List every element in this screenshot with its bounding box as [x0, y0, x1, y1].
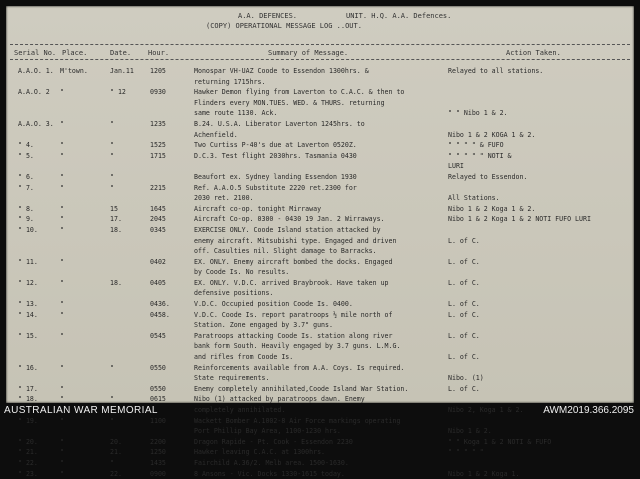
place-cell: " — [60, 141, 64, 150]
serial-cell: " 5. — [18, 151, 34, 160]
table-row — [6, 278, 634, 289]
hour-cell: 0900 — [150, 469, 166, 478]
summary-cell: State requirements. — [194, 374, 270, 383]
place-cell: " — [60, 119, 64, 128]
action-cell: " " " " " NOTI & — [448, 151, 512, 160]
place-cell: " — [60, 257, 64, 266]
summary-cell: V.D.C. Occupied position Coode Is. 0400. — [194, 300, 353, 309]
action-cell: Nibo 1 & 2. — [448, 427, 492, 436]
place-cell: " — [60, 300, 64, 309]
place-cell: " — [60, 469, 64, 478]
serial-cell: " 22. — [18, 458, 38, 467]
table-row — [6, 458, 634, 469]
place-cell: " — [60, 183, 64, 192]
summary-cell: Beaufort ex. Sydney landing Essendon 1930 — [194, 172, 357, 181]
table-row — [6, 87, 634, 98]
serial-cell: " 20. — [18, 437, 38, 446]
table-row — [6, 437, 634, 448]
col-summary: Summary of Message. — [268, 49, 349, 57]
place-cell: " — [60, 458, 64, 467]
summary-cell: V.D.C. Coode Is. report paratroops ½ mile north of — [194, 310, 393, 319]
date-cell: " 12 — [110, 88, 126, 97]
date-cell: " — [110, 172, 114, 181]
summary-cell: Ref. A.A.O.5 Substitute 2220 ret.2300 for — [194, 183, 357, 192]
summary-cell: same route 1130. Ack. — [194, 109, 278, 118]
hour-cell: 0405 — [150, 278, 166, 287]
hour-cell: 1250 — [150, 448, 166, 457]
serial-cell: A.A.O. 1. — [18, 67, 54, 75]
hour-cell: 1100 — [150, 416, 166, 425]
table-row — [6, 98, 634, 109]
hour-cell: 1435 — [150, 458, 166, 467]
summary-cell: Nibo (1) attacked by paratroops dawn. Enemy — [194, 395, 365, 404]
hour-cell: 0436. — [150, 300, 170, 309]
action-cell: Nibo 1 & 2 Koga 1. — [448, 469, 520, 478]
hour-cell: 2045 — [150, 215, 166, 224]
document-title: A.A. DEFENCES. — [238, 12, 298, 20]
summary-cell: Aircraft co-op. tonight Mirraway — [194, 204, 322, 213]
col-date: Date. — [110, 49, 132, 57]
summary-cell: enemy aircraft. Mitsubishi type. Engaged and driven — [194, 236, 397, 245]
action-cell: " " " " & FUFO — [448, 141, 504, 150]
serial-cell: " 13. — [18, 300, 38, 309]
table-row — [6, 204, 634, 215]
action-cell: Nibo 1 & 2 KOGA 1 & 2. — [448, 130, 536, 139]
summary-cell: B.24. U.S.A. Liberator Laverton 1245hrs. to — [194, 119, 365, 128]
serial-cell: A.A.O. 2 — [18, 88, 50, 97]
place-cell: " — [60, 278, 64, 287]
document-subtitle: (COPY) OPERATIONAL MESSAGE LOG ..OUT. — [206, 22, 362, 30]
table-row — [6, 108, 634, 119]
action-cell: Nibo 1 & 2 Koga 1 & 2 NOTI FUFO LURI — [448, 215, 591, 224]
hour-cell: 2200 — [150, 437, 166, 446]
action-cell: Nibo 1 & 2 Koga 1 & 2. — [448, 204, 536, 213]
place-cell: " — [60, 448, 64, 457]
action-cell: Nibo 2, Koga 1 & 2. — [448, 406, 524, 414]
place-cell: " — [60, 310, 64, 319]
place-cell: M'town. — [60, 67, 88, 75]
serial-cell: " 18. — [18, 395, 38, 404]
hour-cell: 0550 — [150, 363, 166, 372]
table-row — [6, 119, 634, 130]
table-row — [6, 310, 634, 321]
summary-cell: returning 1715hrs. — [194, 77, 266, 86]
summary-cell: by Coode Is. No results. — [194, 268, 290, 277]
col-action: Action Taken. — [506, 49, 561, 57]
table-row — [6, 352, 634, 363]
hour-cell: 1235 — [150, 119, 166, 128]
table-row — [6, 257, 634, 268]
serial-cell: " 8. — [18, 204, 34, 213]
summary-cell: completely annihilated. — [194, 406, 286, 414]
place-cell: " — [60, 384, 64, 393]
action-cell: Nibo. (1) — [448, 374, 484, 383]
action-cell: All Stations. — [448, 194, 500, 203]
action-cell: Relayed to Essendon. — [448, 172, 528, 181]
table-row — [6, 299, 634, 310]
hour-cell: 0345 — [150, 225, 166, 234]
summary-cell: Reinforcements available from A.A. Coys. Is required. — [194, 363, 405, 372]
date-cell: " — [110, 141, 114, 150]
serial-cell: " 23. — [18, 469, 38, 478]
action-cell: L. of C. — [448, 257, 480, 266]
table-row — [6, 384, 634, 395]
summary-cell: Fairchild A.36/2. Melb area. 1500-1630. — [194, 458, 349, 467]
place-cell: " — [60, 437, 64, 446]
footer-accession-id: AWM2019.366.2095 — [543, 405, 634, 416]
summary-cell: Hawker Demon flying from Laverton to C.A.C. & then to — [194, 88, 405, 97]
date-cell: 17. — [110, 215, 122, 224]
serial-cell: " 12. — [18, 278, 38, 287]
header-rule-top — [10, 44, 630, 45]
col-hour: Hour. — [148, 49, 170, 57]
summary-cell: Aircraft Co-op. 0300 - 0430 19 Jan. 2 Wirraways. — [194, 215, 385, 224]
summary-cell: Station. Zone engaged by 3.7" guns. — [194, 321, 333, 330]
summary-cell: Wackett Bomber A.1002-8 Air Force markings operating — [194, 416, 401, 425]
summary-cell: Achenfield. — [194, 130, 238, 139]
footer-credit: AUSTRALIAN WAR MEMORIAL — [4, 405, 158, 416]
summary-cell: 2030 ret. 2100. — [194, 194, 254, 203]
action-cell: " " " " " — [448, 448, 484, 457]
table-row — [6, 320, 634, 331]
action-cell: L. of C. — [448, 384, 480, 393]
serial-cell: " 16. — [18, 363, 38, 372]
hour-cell: 1645 — [150, 204, 166, 213]
footer-bar — [0, 403, 640, 418]
summary-cell: D.C.3. Test flight 2030hrs. Tasmania 0430 — [194, 151, 357, 160]
summary-cell: Two Curtiss P-40's due at Laverton 0520Z. — [194, 141, 357, 150]
place-cell: " — [60, 225, 64, 234]
hour-cell: 1525 — [150, 141, 166, 150]
hour-cell: 0402 — [150, 257, 166, 266]
col-place: Place. — [62, 49, 88, 57]
date-cell: " — [110, 151, 114, 160]
serial-cell: " 17. — [18, 384, 38, 393]
action-cell: L. of C. — [448, 353, 480, 362]
date-cell: 18. — [110, 278, 122, 287]
action-cell: " " Nibo 1 & 2. — [448, 109, 508, 118]
date-cell: 18. — [110, 225, 122, 234]
hour-cell: 0458. — [150, 310, 170, 319]
table-row — [6, 66, 634, 77]
date-cell: " — [110, 416, 114, 425]
table-row — [6, 236, 634, 247]
hour-cell: 0615 — [150, 395, 166, 404]
summary-cell: Flinders every MON.TUES. WED. & THURS. returning — [194, 98, 385, 107]
table-row — [6, 77, 634, 88]
table-row — [6, 267, 634, 278]
serial-cell: " 21. — [18, 448, 38, 457]
date-cell: 15 — [110, 204, 118, 213]
date-cell: " — [110, 458, 114, 467]
summary-cell: and rifles from Coode Is. — [194, 353, 294, 362]
action-cell: L. of C. — [448, 300, 480, 309]
header-rule-bottom — [10, 59, 630, 60]
summary-cell: bank form South. Heavily engaged by 3.7 guns. L.M.G. — [194, 342, 401, 351]
action-cell: L. of C. — [448, 278, 480, 287]
summary-cell: off. Casulties nil. Slight damage to Barracks. — [194, 247, 377, 256]
serial-cell: " 9. — [18, 215, 34, 224]
action-cell: LURI — [448, 162, 464, 171]
table-row — [6, 172, 634, 183]
summary-cell: EXERCISE ONLY. Coode Island station attacked by — [194, 225, 381, 234]
summary-cell: 8 Ansons - Vic. Docks 1330-1615 today. — [194, 469, 345, 478]
action-cell: " " Koga 1 & 2 NOTI & FUFO — [448, 437, 552, 446]
summary-cell: Hawker leaving C.A.C. at 1300hrs. — [194, 448, 326, 457]
hour-cell: 0930 — [150, 88, 166, 97]
summary-cell: Enemy completely annihilated,Coode Island War Station. — [194, 384, 409, 393]
table-row — [6, 469, 634, 479]
date-cell: 22. — [110, 469, 122, 478]
hour-cell: 1715 — [150, 151, 166, 160]
hour-cell: 0545 — [150, 331, 166, 340]
summary-cell: Dragon Rapide - Pt. Cook - Essendon 2230 — [194, 437, 353, 446]
unit-label: UNIT. H.Q. A.A. Defences. — [346, 12, 452, 20]
serial-cell: " 11. — [18, 257, 38, 266]
action-cell: Relayed to all stations. — [448, 67, 544, 75]
table-row — [6, 183, 634, 194]
summary-cell: EX. ONLY. Enemy aircraft bombed the docks. Engaged — [194, 257, 393, 266]
action-cell: L. of C. — [448, 310, 480, 319]
summary-cell: EX. ONLY. V.D.C. arrived Braybrook. Have taken up — [194, 278, 389, 287]
table-row — [6, 447, 634, 458]
table-row — [6, 140, 634, 151]
serial-cell: " 19. — [18, 416, 38, 425]
table-row — [6, 193, 634, 204]
summary-cell: Port Phillip Bay Area, 1100-1230 hrs. — [194, 427, 341, 436]
table-row — [6, 130, 634, 141]
serial-cell: " 15. — [18, 331, 38, 340]
date-cell: 21. — [110, 448, 122, 457]
date-cell: " — [110, 363, 114, 372]
table-row — [6, 426, 634, 437]
place-cell: " — [60, 395, 64, 404]
place-cell: " — [60, 151, 64, 160]
table-row — [6, 161, 634, 172]
action-cell: L. of C. — [448, 331, 480, 340]
place-cell: " — [60, 88, 64, 97]
table-row — [6, 363, 634, 374]
summary-cell: Monospar VH-UAZ Coode to Essendon 1300hrs. & — [194, 67, 369, 75]
place-cell: " — [60, 204, 64, 213]
hour-cell: 0550 — [150, 384, 166, 393]
serial-cell: " 4. — [18, 141, 34, 150]
summary-cell: Paratroops attacking Coode Is. station along river — [194, 331, 393, 340]
place-cell: " — [60, 172, 64, 181]
hour-cell: 1205 — [150, 67, 166, 75]
table-row — [6, 341, 634, 352]
date-cell: Jan.11 — [110, 67, 134, 75]
table-row — [6, 373, 634, 384]
col-serial: Serial No. — [14, 49, 57, 57]
hour-cell: 2215 — [150, 183, 166, 192]
serial-cell: " 6. — [18, 172, 34, 181]
place-cell: " — [60, 215, 64, 224]
place-cell: " — [60, 331, 64, 340]
place-cell: " — [60, 416, 64, 425]
table-row — [6, 331, 634, 342]
table-row — [6, 246, 634, 257]
table-row — [6, 288, 634, 299]
serial-cell: " 7. — [18, 183, 34, 192]
date-cell: " — [110, 119, 114, 128]
serial-cell: " 10. — [18, 225, 38, 234]
date-cell: 20. — [110, 437, 122, 446]
date-cell: " — [110, 183, 114, 192]
serial-cell: A.A.O. 3. — [18, 119, 54, 128]
serial-cell: " 14. — [18, 310, 38, 319]
table-row — [6, 214, 634, 225]
summary-cell: defensive positions. — [194, 289, 274, 298]
date-cell: " — [110, 395, 114, 404]
place-cell: " — [60, 363, 64, 372]
table-row — [6, 225, 634, 236]
table-row — [6, 151, 634, 162]
action-cell: L. of C. — [448, 236, 480, 245]
